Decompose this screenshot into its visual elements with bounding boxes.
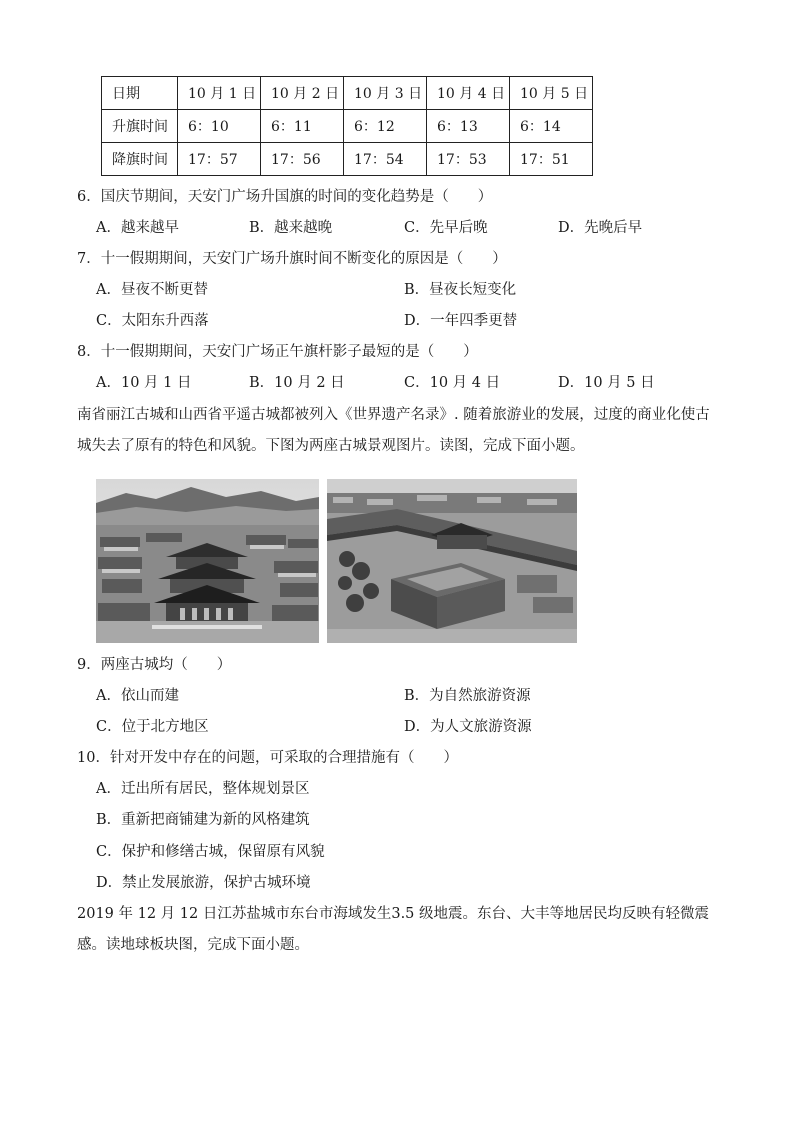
table-cell: 10 月 5 日: [510, 77, 593, 110]
table-header-row: [102, 77, 593, 110]
q6-option-d: D．先晚后早: [558, 220, 643, 236]
table-cell: 6：13: [427, 110, 510, 143]
q9-option-b: B．为自然旅游资源: [404, 688, 531, 704]
q6-option-a: A．越来越早: [96, 220, 179, 236]
passage-line: 2019 年 12 月 12 日江苏盐城市东台市海域发生3.5 级地震。东台、大丰等地居民均反映有轻微震: [77, 906, 710, 922]
question-10-stem: 10．针对开发中存在的问题，可采取的合理措施有（ ）: [77, 750, 458, 766]
q8-option-a: A．10 月 1 日: [96, 375, 192, 391]
table-cell: 6：12: [344, 110, 427, 143]
flag-time-table: [101, 76, 593, 176]
q10-option-d: D．禁止发展旅游，保护古城环境: [96, 875, 311, 891]
q10-option-a: A．迁出所有居民，整体规划景区: [96, 781, 310, 797]
table-cell: 6：10: [178, 110, 261, 143]
table-cell: 日期: [102, 77, 178, 110]
question-7-stem: 7．十一假期期间，天安门广场升旗时间不断变化的原因是（ ）: [77, 251, 507, 267]
question-8-stem: 8．十一假期期间，天安门广场正午旗杆影子最短的是（ ）: [77, 344, 478, 360]
table-cell: 10 月 2 日: [261, 77, 344, 110]
question-9-stem: 9．两座古城均（ ）: [77, 657, 232, 673]
table-cell: 降旗时间: [102, 143, 178, 176]
lijiang-ancient-town-photo: [96, 479, 319, 643]
table-cell: 10 月 4 日: [427, 77, 510, 110]
q9-option-d: D．为人文旅游资源: [404, 719, 532, 735]
q6-option-b: B．越来越晚: [249, 220, 333, 236]
table-cell: 17：53: [427, 143, 510, 176]
q7-option-c: C．太阳东升西落: [96, 313, 209, 329]
q7-option-a: A．昼夜不断更替: [96, 282, 208, 298]
table-cell: 10 月 3 日: [344, 77, 427, 110]
q8-option-c: C．10 月 4 日: [404, 375, 501, 391]
q9-option-a: A．依山而建: [96, 688, 179, 704]
table-row: [102, 110, 593, 143]
table-cell: 17：57: [178, 143, 261, 176]
q9-option-c: C．位于北方地区: [96, 719, 209, 735]
q8-option-d: D．10 月 5 日: [558, 375, 655, 391]
table-cell: 6：11: [261, 110, 344, 143]
passage-line: 感。读地球板块图，完成下面小题。: [77, 937, 309, 953]
q10-option-c: C．保护和修缮古城，保留原有风貌: [96, 844, 325, 860]
table-row: [102, 143, 593, 176]
table-cell: 17：51: [510, 143, 593, 176]
table-cell: 升旗时间: [102, 110, 178, 143]
passage-line: 南省丽江古城和山西省平遥古城都被列入《世界遗产名录》. 随着旅游业的发展，过度的商业化使古: [77, 407, 710, 423]
q8-option-b: B．10 月 2 日: [249, 375, 345, 391]
q7-option-d: D．一年四季更替: [404, 313, 518, 329]
q7-option-b: B．昼夜长短变化: [404, 282, 517, 298]
q6-option-c: C．先早后晚: [404, 220, 488, 236]
q10-option-b: B．重新把商铺建为新的风格建筑: [96, 812, 310, 828]
table-cell: 17：56: [261, 143, 344, 176]
table-cell: 17：54: [344, 143, 427, 176]
pingyao-ancient-town-photo: [327, 479, 577, 643]
table-cell: 10 月 1 日: [178, 77, 261, 110]
question-6-stem: 6．国庆节期间，天安门广场升国旗的时间的变化趋势是（ ）: [77, 189, 493, 205]
table-cell: 6：14: [510, 110, 593, 143]
passage-line: 城失去了原有的特色和风貌。下图为两座古城景观图片。读图，完成下面小题。: [77, 438, 585, 454]
